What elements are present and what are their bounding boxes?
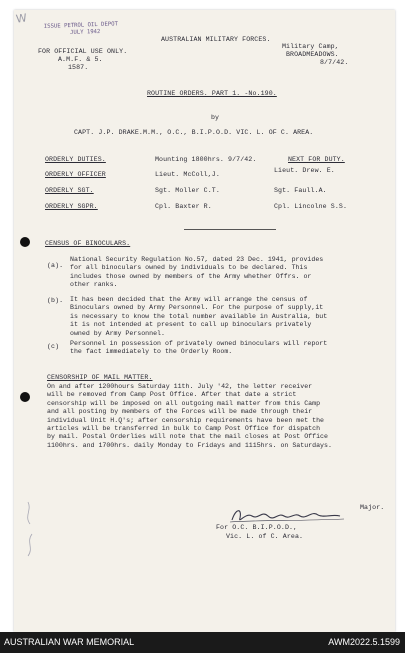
- duties-mounting: Mounting 1800hrs. 9/7/42.: [155, 156, 257, 163]
- binoculars-item-b: It has been decided that the Army will arrange the census of Binoculars owned by Army Personnel. For the purpose of supply,it is necessary to know the total number available in Australia, but it is not intended at present to call up binoculars privately owned by Army Personnel.: [70, 296, 328, 337]
- duty-row-label: ORDERLY SGT.: [45, 187, 94, 194]
- item-marker: (a).: [47, 262, 64, 269]
- document-page: [14, 10, 395, 632]
- header-left-1: FOR OFFICIAL USE ONLY.: [38, 48, 128, 55]
- section-divider: [184, 229, 276, 230]
- binoculars-item-a: National Security Regulation No.57, dated 23 Dec. 1941, provides for all binoculars owned by individuals to be declared. This includes those owned by members of the Army whether Offrs. or other ranks.: [70, 256, 324, 289]
- punch-hole: [20, 392, 30, 402]
- punch-hole: [20, 237, 30, 247]
- header-left-3: 1587.: [68, 64, 89, 71]
- pencil-margin-mark: W: [15, 11, 28, 26]
- archive-footer: [0, 632, 405, 653]
- duty-row-current: Cpl. Baxter R.: [155, 203, 212, 210]
- issuer-line: CAPT. J.P. DRAKE.M.M., O.C., B.I.P.O.D. VIC. L. OF C. AREA.: [74, 129, 314, 136]
- duty-row-next: Sgt. Faull.A.: [274, 187, 327, 194]
- binoculars-item-c: Personnel in possession of privately owned binoculars will report the fact immediately to the Orderly Room.: [70, 340, 328, 356]
- signature-rank: Major.: [360, 504, 385, 511]
- header-left-2: A.M.F. & 5.: [58, 56, 103, 63]
- item-marker: (c): [47, 343, 60, 350]
- header-right-3: 8/7/42.: [320, 59, 349, 66]
- duty-row-next: Cpl. Lincolne S.S.: [274, 203, 348, 210]
- orders-title: ROUTINE ORDERS. PART 1. -No.190.: [147, 90, 277, 97]
- pencil-margin-scribble: [22, 498, 40, 558]
- duties-heading: ORDERLY DUTIES.: [45, 156, 106, 163]
- duty-row-current: Lieut. McColl,J.: [155, 171, 220, 178]
- binoculars-heading: CENSUS OF BINOCULARS.: [45, 240, 131, 247]
- header-center: AUSTRALIAN MILITARY FORCES.: [161, 36, 271, 43]
- footer-accession: AWM2022.5.1599: [328, 637, 400, 647]
- duty-row-label: ORDERLY OFFICER: [45, 171, 106, 178]
- stamp-line-1: ISSUE PETROL OIL DEPOT: [43, 21, 119, 30]
- duty-row-current: Sgt. Moller C.T.: [155, 187, 220, 194]
- duties-next-heading: NEXT FOR DUTY.: [288, 156, 345, 163]
- mail-paragraph: On and after 1200hours Saturday 11th. July '42, the letter receiver will be removed from Camp Post Office. After that date a strict censorship will be imposed on all outgoing mail matter from this Camp and all posting by members of the Forces will be made through their individual Unit H.Q's; after censorship requirements have been met the articles will be transferred in bulk to Camp Post Office for dispatch by mail. Postal Orderlies will note that the mail closes at Post Office 1100hrs. and 1700hrs. daily Monday to Fridays and 1115hrs. on Saturdays.: [47, 383, 332, 449]
- signature-for-line-1: For O.C. B.I.P.O.D.,: [216, 524, 298, 531]
- duty-row-label: ORDERLY SGPR.: [45, 203, 98, 210]
- signature-for-line-2: Vic. L. of C. Area.: [226, 533, 304, 540]
- header-right-2: BROADMEADOWS.: [286, 51, 339, 58]
- handwritten-signature: [228, 506, 348, 526]
- header-right-1: Military Camp,: [282, 43, 339, 50]
- duty-row-next: Lieut. Drew. E.: [274, 167, 335, 174]
- by-label: by: [211, 114, 220, 121]
- item-marker: (b).: [47, 297, 64, 304]
- footer-institution: AUSTRALIAN WAR MEMORIAL: [4, 637, 135, 647]
- receipt-stamp: [44, 20, 154, 40]
- mail-heading: CENSORSHIP OF MAIL MATTER.: [47, 374, 153, 381]
- stamp-line-2: JULY 1942: [69, 28, 101, 37]
